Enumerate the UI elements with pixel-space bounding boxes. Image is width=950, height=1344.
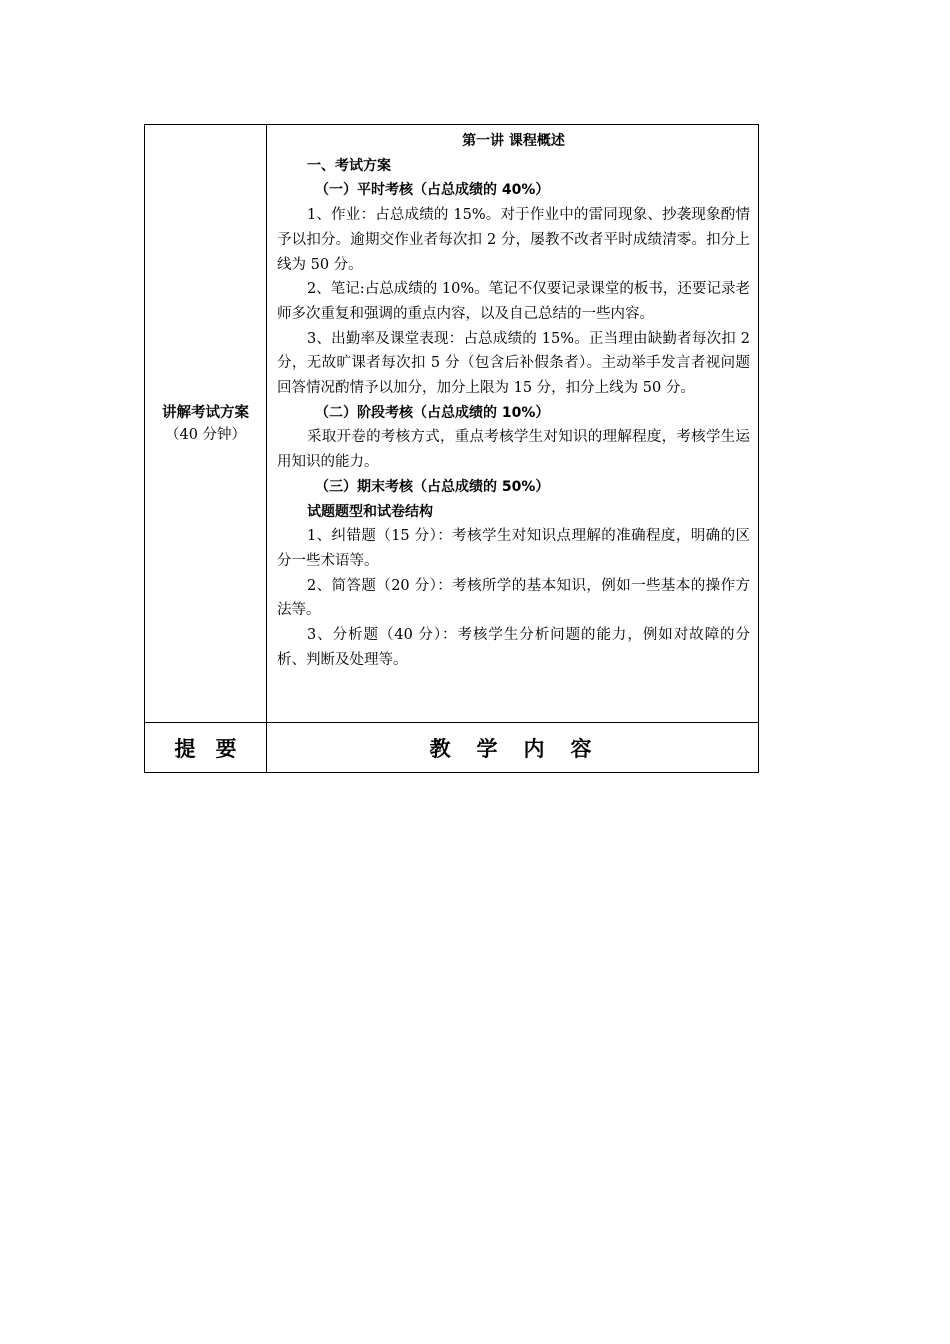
footer-content-label-cell [267,723,759,773]
question-type-correction: 1、纠错题（15 分）：考核学生对知识点理解的准确程度，明确的区分一些术语等。 [277,528,750,569]
question-type-analysis: 3、分析题（40 分）：考核学生分析问题的能力，例如对故障的分析、判断及处理等。 [277,627,750,668]
teaching-content-cell [267,125,759,723]
footer-summary-label: 提要 [174,736,257,761]
exam-structure-heading: 试题题型和试卷结构 [307,503,433,520]
footer-content-label: 教学内容 [429,736,618,761]
subsection-heading-final: （三）期末考核（占总成绩的 50%） [315,478,550,495]
lesson-plan-table [144,124,759,773]
paragraph-stage: 采取开卷的考核方式，重点考核学生对知识的理解程度，考核学生运用知识的能力。 [277,429,750,471]
footer-summary-label-cell [145,723,267,773]
question-type-short-answer: 2、简答题（20 分）：考核所学的基本知识，例如一些基本的操作方法等。 [277,577,750,619]
subsection-heading-regular: （一）平时考核（占总成绩的 40%） [315,182,550,199]
paragraph-homework: 1、作业：占总成绩的 15%。对于作业中的雷同现象、抄袭现象酌情予以扣分。逾期交作业者每次扣 2 分，屡教不改者平时成绩清零。扣分上线为 50 分。 [277,207,750,273]
section-heading-exam-plan: 一、考试方案 [307,157,391,174]
summary-cell [145,125,267,723]
paragraph-notes: 2、笔记:占总成绩的 10%。笔记不仅要记录课堂的板书，还要记录老师多次重复和强调的重点内容，以及自己总结的一些内容。 [277,281,750,322]
lecture-title: 第一讲 课程概述 [462,133,565,149]
summary-title: 讲解考试方案 [162,404,249,421]
footer-row [145,723,759,773]
content-row [145,125,759,723]
subsection-heading-stage: （二）阶段考核（占总成绩的 10%） [315,404,550,421]
paragraph-attendance: 3、出勤率及课堂表现：占总成绩的 15%。正当理由缺勤者每次扣 2 分，无故旷课者每次扣 5 分（包含后补假条者）。主动举手发言者视问题回答情况酌情予以加分，加分上限为 15 分，扣分上线为 50 分。 [277,330,750,397]
summary-duration: （40 分钟） [164,426,247,443]
